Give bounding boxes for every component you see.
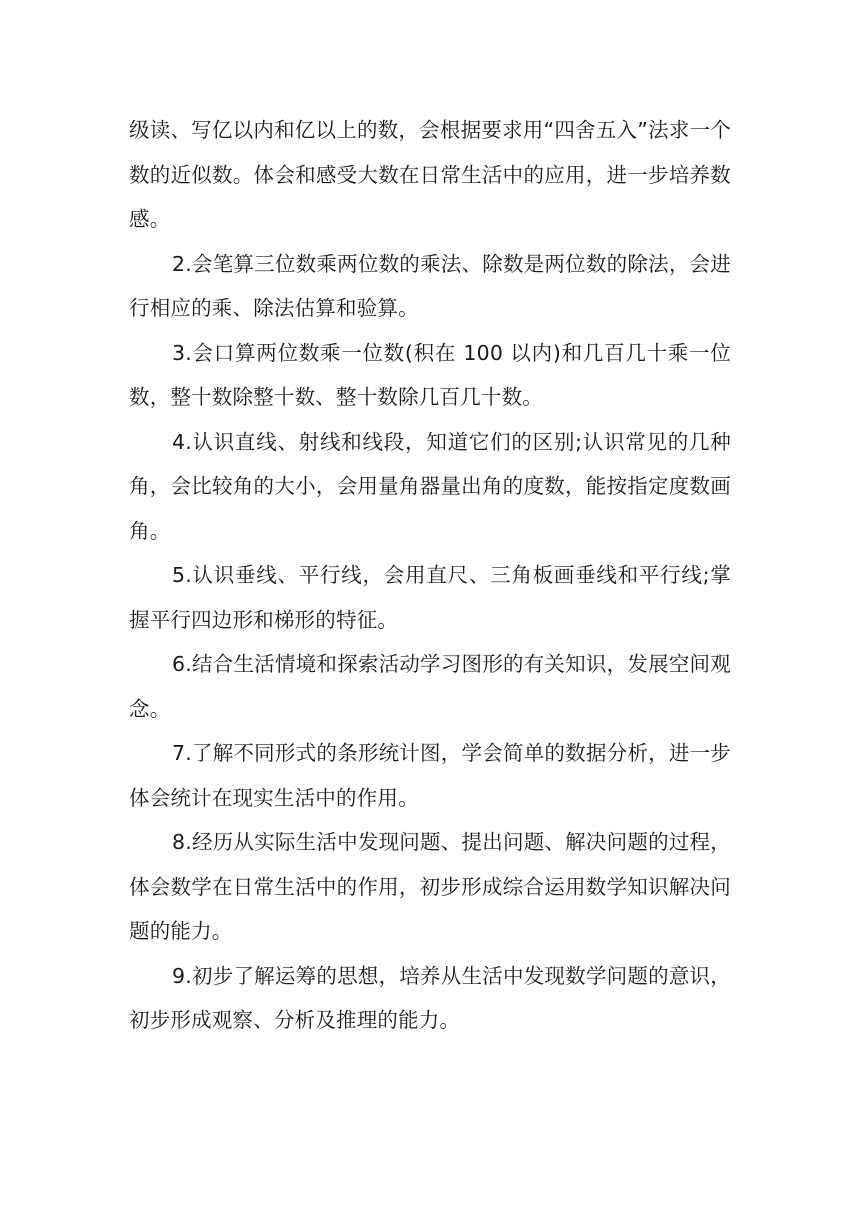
paragraph-continuation: 级读、写亿以内和亿以上的数，会根据要求用“四舍五入”法求一个数的近似数。体会和感受大数在日常生活中的应用，进一步培养数感。 [129, 118, 731, 231]
paragraph-item-6: 6.结合生活情境和探索活动学习图形的有关知识，发展空间观念。 [129, 652, 731, 721]
paragraph-item-5: 5.认识垂线、平行线，会用直尺、三角板画垂线和平行线;掌握平行四边形和梯形的特征。 [129, 563, 731, 632]
paragraph-item-8: 8.经历从实际生活中发现问题、提出问题、解决问题的过程，体会数学在日常生活中的作用，初步形成综合运用数学知识解决问题的能力。 [129, 830, 731, 943]
paragraph-item-7: 7.了解不同形式的条形统计图，学会简单的数据分析，进一步体会统计在现实生活中的作用。 [129, 741, 731, 810]
paragraph-item-9: 9.初步了解运筹的思想，培养从生活中发现数学问题的意识，初步形成观察、分析及推理的能力。 [129, 963, 731, 1032]
paragraph-item-3: 3.会口算两位数乘一位数(积在 100 以内)和几百几十乘一位数，整十数除整十数、整十数除几百几十数。 [129, 340, 731, 409]
document-body [129, 108, 731, 1043]
paragraph-item-2: 2.会笔算三位数乘两位数的乘法、除数是两位数的除法，会进行相应的乘、除法估算和验算。 [129, 251, 731, 320]
paragraph-item-4: 4.认识直线、射线和线段，知道它们的区别;认识常见的几种角，会比较角的大小，会用量角器量出角的度数，能按指定度数画角。 [129, 429, 731, 543]
